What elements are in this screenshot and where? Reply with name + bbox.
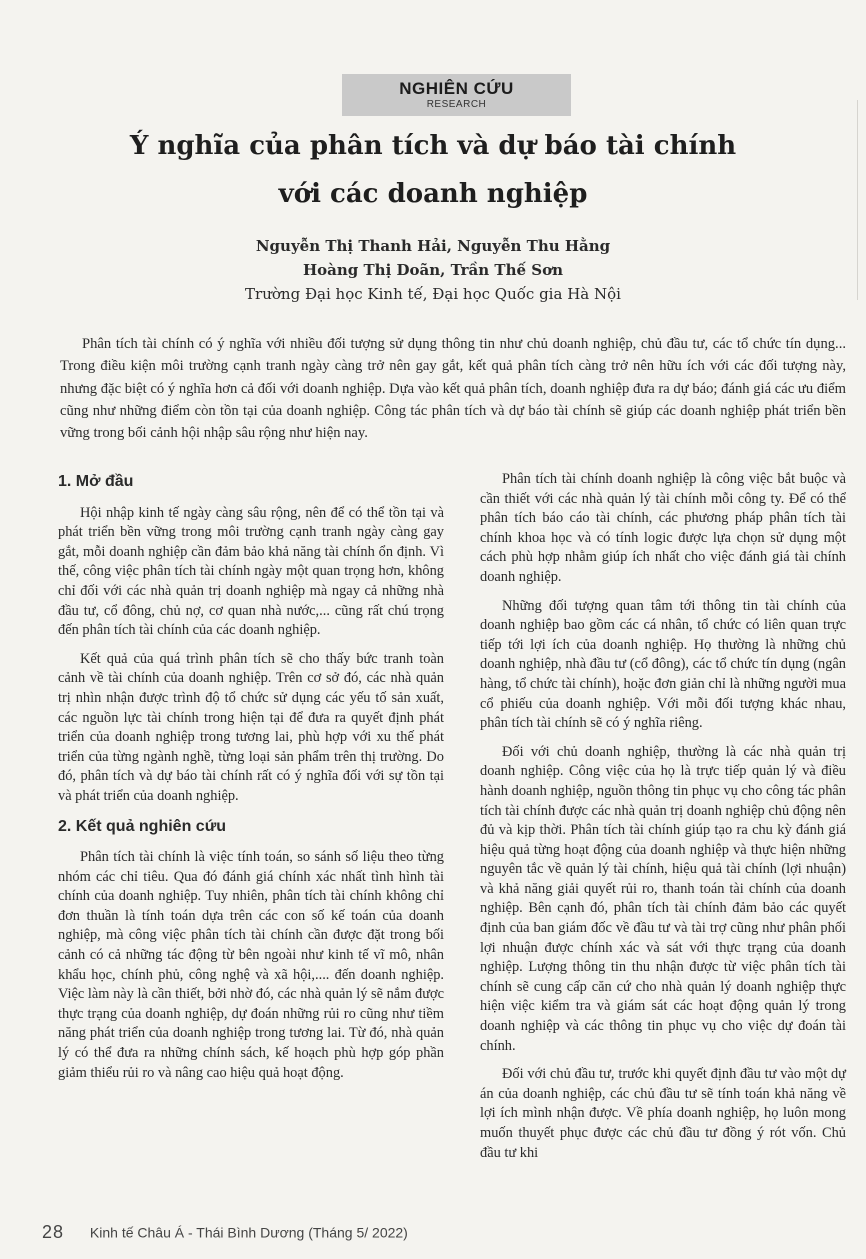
paragraph: Hội nhập kinh tế ngày càng sâu rộng, nên để có thể tồn tại và phát triển bền vững trong môi trường cạnh tranh ngày càng gay gắt, mỗi doanh nghiệp cần đảm bảo khả năng tài chính ổn định. Vì thế, công việc phân tích tài chính ngày một quan trọng hơn, không chỉ đối với các nhà quản trị doanh nghiệp mà ngay cả những nhà đầu tư, cổ đông, chủ nợ, cơ quan nhà nước,... cũng rất chú trọng đến phân tích tài chính của các doanh nghiệp. bbox=[58, 504, 444, 639]
article-title bbox=[60, 122, 806, 218]
page-number: 28 bbox=[42, 1222, 65, 1242]
paragraph: Những đối tượng quan tâm tới thông tin tài chính của doanh nghiệp bao gồm các cá nhân, tổ chức có liên quan trực tiếp tới lợi ích của doanh nghiệp. Họ thường là những chủ doanh nghiệp, nhà đầu tư (cổ đông), các tổ chức tín dụng (ngân hàng, tổ chức tài chính), hoặc đơn giản chỉ là những người mua cổ phiếu của doanh nghiệp. Với mỗi đối tượng khác nhau, phân tích tài chính sẽ có ý nghĩa riêng. bbox=[480, 597, 846, 732]
affiliation: Trường Đại học Kinh tế, Đại học Quốc gia Hà Nội bbox=[245, 285, 621, 303]
author-block bbox=[60, 234, 806, 306]
paragraph: Kết quả của quá trình phân tích sẽ cho thấy bức tranh toàn cảnh về tài chính của doanh nghiệp. Trên cơ sở đó, các nhà quản trị nhìn nhận được trình độ tổ chức sử dụng các yếu tố sản xuất, các nguồn lực tài chính trong hiện tại để đưa ra quyết định phát triển của doanh nghiệp trong tương lai, phù hợp với xu thế phát triển của từng ngành nghề, từng loại sản phẩm trên thị trường. Do đó, phân tích và dự báo tài chính rất có ý nghĩa đối với sự tồn tại và phát triển của doanh nghiệp. bbox=[58, 650, 444, 804]
paragraph: Phân tích tài chính là việc tính toán, so sánh số liệu theo từng nhóm các chỉ tiêu. Qua đó đánh giá chính xác nhất tình hình tài chính của doanh nghiệp. Tuy nhiên, phân tích tài chính không chỉ đơn thuần là tính toán dựa trên các con số kế toán của doanh nghiệp, mà công việc phân tích tài chính cần được đặt trong bối cảnh có cả những tác động từ bên ngoài như kinh tế vĩ mô, nhân khẩu học, chính phủ, công nghệ và xã hội,.... đến doanh nghiệp. Việc làm này là cần thiết, bởi nhờ đó, các nhà quản lý sẽ nắm được thực trạng của doanh nghiệp, dự đoán những rủi ro cũng như tiềm năng phát triển của doanh nghiệp trong tương lai. Từ đó, nhà quản lý có thể đưa ra những chính sách, kế hoạch phù hợp góp phần giảm thiểu rủi ro và nâng cao hiệu quả hoạt động. bbox=[58, 849, 444, 1081]
abstract: Phân tích tài chính có ý nghĩa với nhiều đối tượng sử dụng thông tin như chủ doanh nghiệp, chủ đầu tư, các tổ chức tín dụng... Trong điều kiện môi trường cạnh tranh ngày càng trở nên gay gắt, kết quả phân tích càng trở nên hữu ích với các đối tượng này, nhưng đặc biệt có ý nghĩa hơn cả đối với doanh nghiệp. Dựa vào kết quả phân tích, doanh nghiệp đưa ra dự báo; đánh giá các ưu điểm cũng như những điểm còn tồn tại của doanh nghiệp. Công tác phân tích và dự báo tài chính sẽ giúp các doanh nghiệp phát triển bền vững trong bối cảnh hội nhập sâu rộng như hiện nay. bbox=[60, 336, 846, 442]
journal-source: Kinh tế Châu Á - Thái Bình Dương (Tháng 5/ 2022) bbox=[89, 1224, 408, 1241]
title-line-2: với các doanh nghiệp bbox=[278, 179, 588, 209]
title-line-1: Ý nghĩa của phân tích và dự báo tài chính bbox=[129, 131, 737, 161]
paragraph: Đối với chủ doanh nghiệp, thường là các nhà quản trị doanh nghiệp. Công việc của họ là trực tiếp quản lý và điều hành doanh nghiệp, nguồn thông tin phục vụ cho công tác phân tích tài chính được các nhà quản trị doanh nghiệp chủ động nên đủ và kịp thời. Phân tích tài chính giúp tạo ra chu kỳ đánh giá hiệu quả từng hoạt động của doanh nghiệp và thực hiện những nguyên tắc về quản lý tài chính, hiệu quả tài chính (lợi nhuận) và khả năng giải quyết rủi ro, thanh toán tài chính của doanh nghiệp. Bên cạnh đó, phân tích tài chính đảm bảo các quyết định của ban giám đốc về đầu tư và tài trợ cũng như phân phối lợi nhuận được chính xác và sát với thực trạng của doanh nghiệp. Lượng thông tin thu nhận được từ việc phân tích tài chính sẽ cung cấp căn cứ cho nhà quản lý doanh nghiệp thực hiện việc kiểm tra và giám sát các hoạt động quản lý trong doanh nghiệp và các thông tin phục vụ cho việc dự đoán tài chính. bbox=[480, 743, 846, 1054]
authors-line-2: Hoàng Thị Doãn, Trần Thế Sơn bbox=[303, 261, 563, 279]
paragraph: Phân tích tài chính doanh nghiệp là công việc bắt buộc và cần thiết với các nhà quản lý tài chính mỗi công ty. Để có thể phân tích báo cáo tài chính, các phương pháp phân tích tài chính khoa học và có tính logic được lựa chọn sử dụng một cách phù hợp nhằm giúp ích nhất cho việc đánh giá tài chính doanh nghiệp. bbox=[480, 471, 846, 585]
section-label: NGHIÊN CỨU bbox=[399, 79, 514, 98]
left-column bbox=[58, 468, 444, 1092]
page-footer bbox=[42, 1222, 842, 1243]
authors-line-1: Nguyễn Thị Thanh Hải, Nguyễn Thu Hằng bbox=[255, 237, 611, 255]
paragraph: Đối với chủ đầu tư, trước khi quyết định đầu tư vào một dự án của doanh nghiệp, các chủ đầu tư sẽ tính toán khả năng về lợi ích mình nhận được. Về phía doanh nghiệp, họ luôn mong muốn thuyết phục được các chủ đầu tư đồng ý rót vốn. Chủ đầu tư khi bbox=[480, 1066, 846, 1161]
right-column bbox=[480, 470, 846, 1172]
section-heading-intro: 1. Mở đầu bbox=[58, 473, 134, 490]
page-edge-divider bbox=[857, 100, 866, 300]
section-heading-results: 2. Kết quả nghiên cứu bbox=[58, 817, 227, 835]
section-label-en: RESEARCH bbox=[426, 99, 487, 110]
section-banner bbox=[342, 74, 571, 116]
